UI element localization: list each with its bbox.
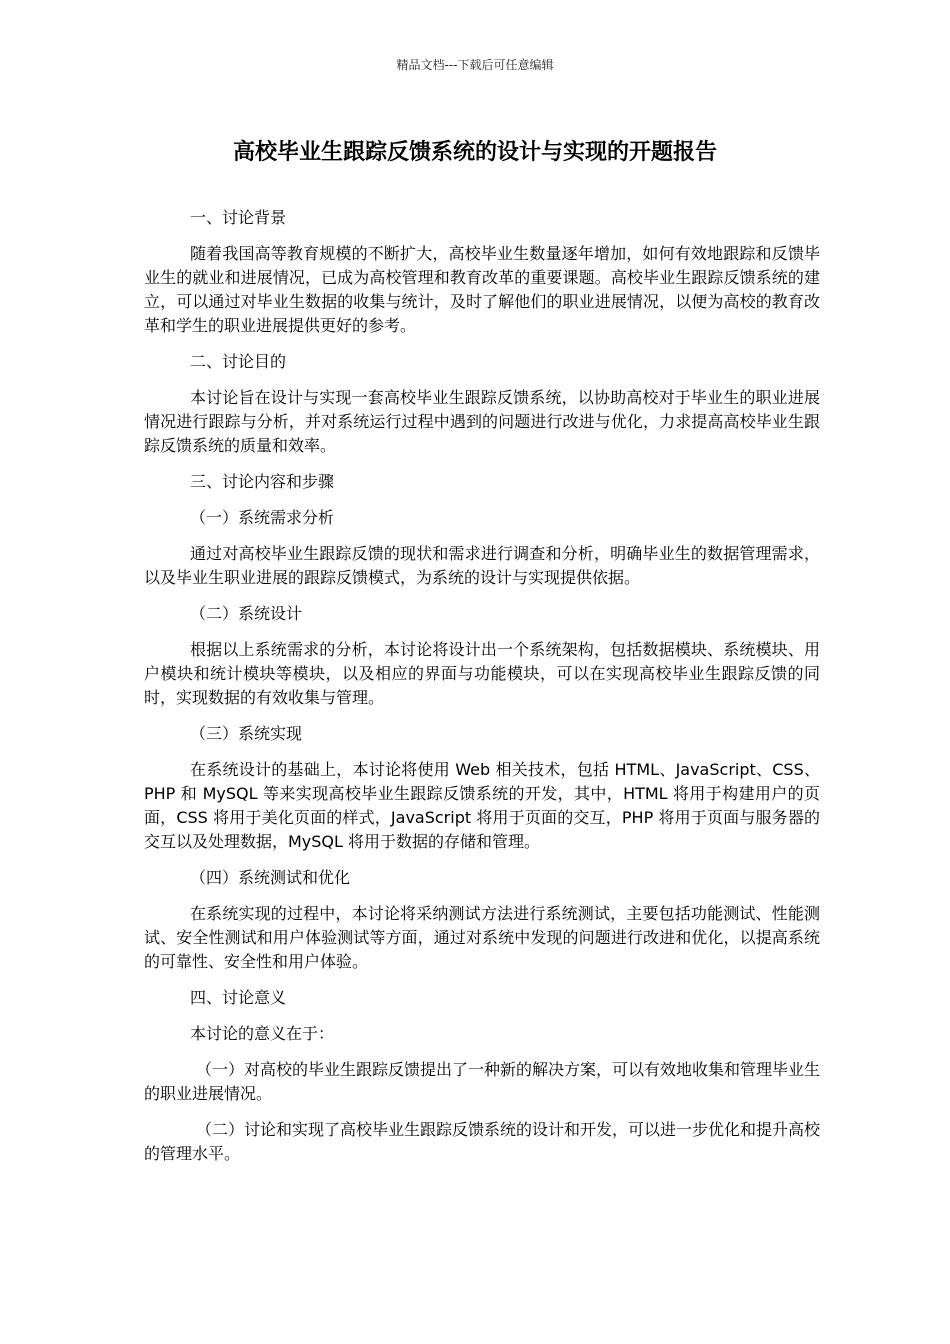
section-paragraph-background: 随着我国高等教育规模的不断扩大，高校毕业生数量逐年增加，如何有效地跟踪和反馈毕业生的就业和进展情况，已成为高校管理和教育改革的重要课题。高校毕业生跟踪反馈系统的建立，可以通过对毕业生数据的收集与统计，及时了解他们的职业进展情况，以便为高校的教育改革和学生的职业进展提供更好的参考。 bbox=[144, 244, 820, 335]
step-heading-requirements: （一）系统需求分析 bbox=[190, 508, 335, 527]
step-paragraph-testing: 在系统实现的过程中，本讨论将采纳测试方法进行系统测试，主要包括功能测试、性能测试、安全性测试和用户体验测试等方面，通过对系统中发现的问题进行改进和优化，以提高系统的可靠性、安全性和用户体验。 bbox=[144, 904, 820, 971]
step-paragraph-design: 根据以上系统需求的分析，本讨论将设计出一个系统架构，包括数据模块、系统模块、用户模块和统计模块等模块，以及相应的界面与功能模块，可以在实现高校毕业生跟踪反馈的同时，实现数据的有效收集与管理。 bbox=[144, 640, 820, 707]
step-heading-testing: （四）系统测试和优化 bbox=[190, 868, 351, 887]
significance-point-1: （一）对高校的毕业生跟踪反馈提出了一种新的解决方案，可以有效地收集和管理毕业生的职业进展情况。 bbox=[144, 1060, 821, 1103]
section-heading-purpose: 二、讨论目的 bbox=[190, 352, 287, 371]
significance-point-2: （二）讨论和实现了高校毕业生跟踪反馈系统的设计和开发，可以进一步优化和提升高校的管理水平。 bbox=[144, 1120, 821, 1163]
step-paragraph-requirements: 通过对高校毕业生跟踪反馈的现状和需求进行调查和分析，明确毕业生的数据管理需求，以及毕业生职业进展的跟踪反馈模式，为系统的设计与实现提供依据。 bbox=[144, 544, 820, 587]
step-heading-design: （二）系统设计 bbox=[190, 604, 303, 623]
step-heading-implementation: （三）系统实现 bbox=[190, 724, 303, 743]
step-paragraph-implementation: 在系统设计的基础上，本讨论将使用 Web 相关技术，包括 HTML、JavaScript、CSS、PHP 和 MySQL 等来实现高校毕业生跟踪反馈系统的开发，其中，HTML 将用于构建用户的页面，CSS 将用于美化页面的样式，JavaScript 将用于页面的交互，PHP 将用于页面与服务器的交互以及处理数据，MySQL 将用于数据的存储和管理。 bbox=[144, 760, 820, 851]
page-header: 精品文档---下载后可任意编辑 bbox=[396, 58, 554, 72]
significance-intro: 本讨论的意义在于： bbox=[190, 1024, 335, 1043]
section-heading-content: 三、讨论内容和步骤 bbox=[190, 472, 335, 491]
section-paragraph-purpose: 本讨论旨在设计与实现一套高校毕业生跟踪反馈系统，以协助高校对于毕业生的职业进展情况进行跟踪与分析，并对系统运行过程中遇到的问题进行改进与优化，力求提高高校毕业生跟踪反馈系统的质量和效率。 bbox=[144, 388, 820, 455]
document-title: 高校毕业生跟踪反馈系统的设计与实现的开题报告 bbox=[232, 140, 717, 165]
document-body bbox=[144, 206, 820, 1178]
section-heading-background: 一、讨论背景 bbox=[190, 208, 287, 227]
section-heading-significance: 四、讨论意义 bbox=[190, 988, 287, 1007]
